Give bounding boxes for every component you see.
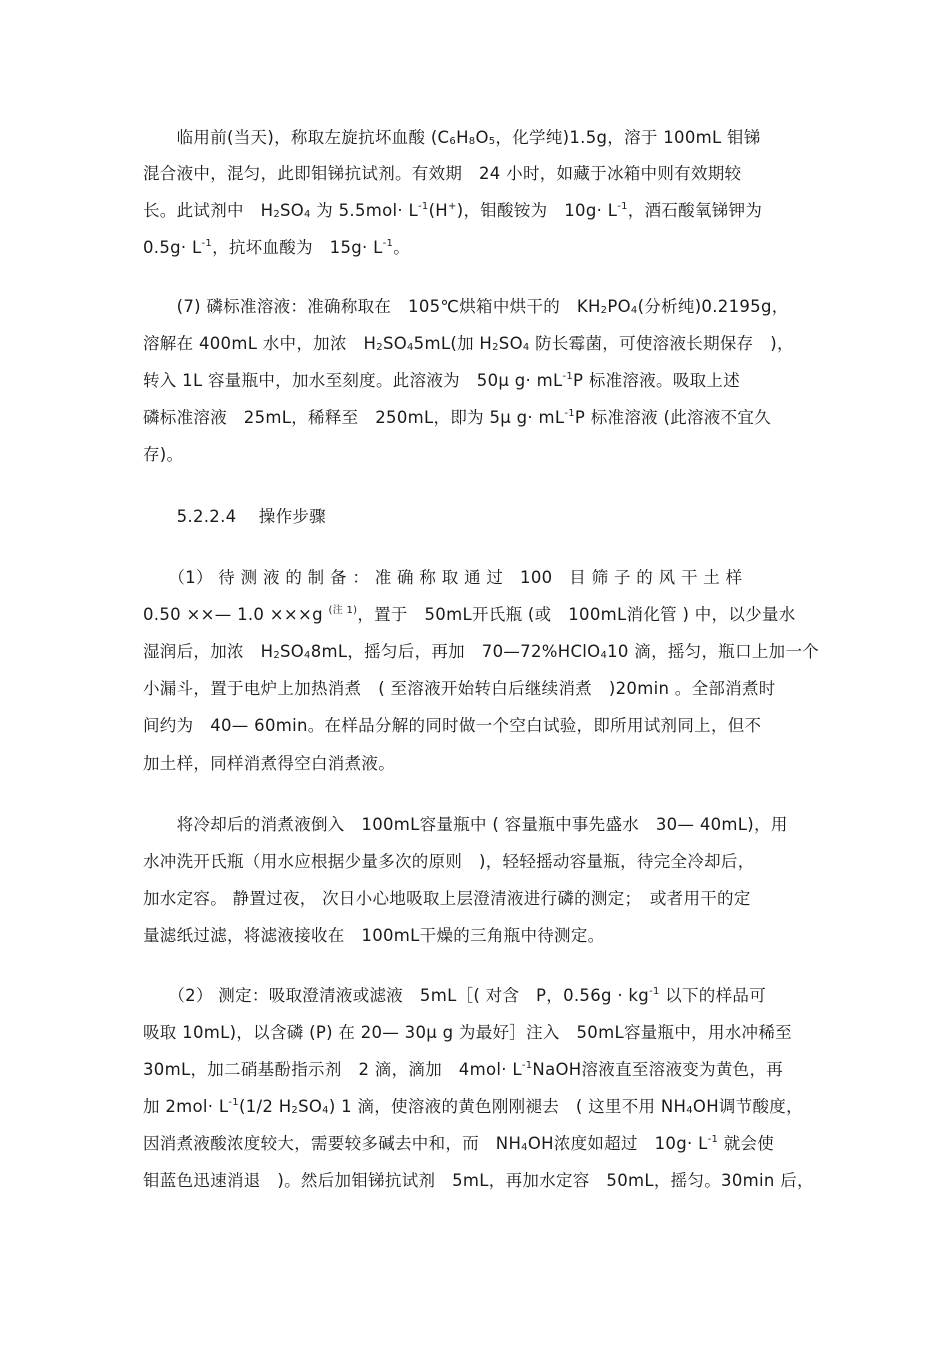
text-line: 30mL，加二硝基酚指示剂 2 滴，滴加 $4mol\cdot L^{-1}NaOH$溶液直至溶液变为黄色，再 <box>143 1060 784 1079</box>
text-line: 将冷却后的消煮液倒入 100mL容量瓶中 ( 容量瓶中事先盛水 30— 40mL)，用 <box>143 815 788 834</box>
text-line: （2） 测定：吸取澄清液或滤液 5mL［( 对含 P，$0.56g \cdot kg^{-1}$ 以下的样品可 <box>143 986 767 1005</box>
section-title: 5.2.2.4 操作步骤 <box>143 507 326 526</box>
text-line: 因消煮液酸浓度较大，需要较多碱去中和，而 $NH_4OH$浓度如超过 $10g\cdot L^{-1}$ 就会使 <box>143 1134 775 1153</box>
text-line: 吸取 10mL)，以含磷 (P) 在 20— 30μ g 为最好］注入 50mL容量瓶中，用水冲稀至 <box>143 1023 792 1042</box>
text-line: 0.50 ××— 1.0 ×××g $^{(注 1)}$，置于 50mL开氏瓶 (或 100mL消化管 ) 中，以少量水 <box>143 605 796 624</box>
text-line: 混合液中，混匀，此即钼锑抗试剂。有效期 24 小时，如藏于冰箱中则有效期较 <box>143 164 742 183</box>
text-line: 水冲洗开氏瓶（用水应根据少量多次的原则 )，轻轻摇动容量瓶，待完全冷却后， <box>143 852 755 871</box>
text-line: 间约为 40— 60min。在样品分解的同时做一个空白试验，即所用试剂同上，但不 <box>143 716 762 735</box>
text-line: 加土样，同样消煮得空白消煮液。 <box>143 754 395 773</box>
text-line: 量滤纸过滤，将滤液接收在 100mL干燥的三角瓶中待测定。 <box>143 926 605 945</box>
text-line: （1） 待 测 液 的 制 备 ： 准 确 称 取 通 过 100 目 筛 子 的 风 干 土 样 <box>143 568 743 587</box>
text-line: 加水定容。 静置过夜， 次日小心地吸取上层澄清液进行磷的测定； 或者用干的定 <box>143 889 751 908</box>
text-line: 存)。 <box>143 445 184 464</box>
text-line: 加 $2mol\cdot L^{-1}(1/2$ $H_2SO_4$) 1 滴，使溶液的黄色刚刚褪去 ( 这里不用 $NH_4OH$调节酸度， <box>143 1097 803 1116</box>
text-line: $0.5g\cdot L^{-1}$，抗坏血酸为 $15g\cdot L^{-1}$。 <box>143 238 411 257</box>
text-line: 钼蓝色迅速消退 )。然后加钼锑抗试剂 5mL，再加水定容 50mL，摇匀。30min 后， <box>143 1171 814 1190</box>
text-line: 临用前(当天)，称取左旋抗坏血酸 ($C_6H_8O_5$，化学纯)1.5g，溶于 100mL 钼锑 <box>143 128 761 147</box>
text-line: 湿润后，加浓 $H_2SO_48mL$，摇匀后，再加 70—72%HClO$_4$10 滴，摇匀，瓶口上加一个 <box>143 642 820 661</box>
text-line: 转入 1L 容量瓶中，加水至刻度。此溶液为 50μ $g\cdot mL^{-1}P$ 标准溶液。吸取上述 <box>143 371 741 390</box>
text-line: (7) 磷标准溶液：准确称取在 105℃烘箱中烘干的 $KH_2PO_4$(分析纯)0.2195g， <box>143 297 789 316</box>
text-line: 溶解在 400mL 水中，加浓 $H_2SO_45mL$(加 $H_2SO_4$ 防长霉菌，可使溶液长期保存 )， <box>143 334 794 353</box>
text-line: 磷标准溶液 25mL，稀释至 250mL，即为 5μ $g\cdot mL^{-1}P$ 标准溶液 (此溶液不宜久 <box>143 408 771 427</box>
text-line: 小漏斗，置于电炉上加热消煮 ( 至溶液开始转白后继续消煮 )20min 。全部消煮时 <box>143 679 776 698</box>
text-line: 长。此试剂中 $H_2SO_4$ 为 $5.5mol\cdot L^{-1}(H^+)$，钼酸铵为 $10g\cdot L^{-1}$，酒石酸氧锑钾为 <box>143 201 763 220</box>
